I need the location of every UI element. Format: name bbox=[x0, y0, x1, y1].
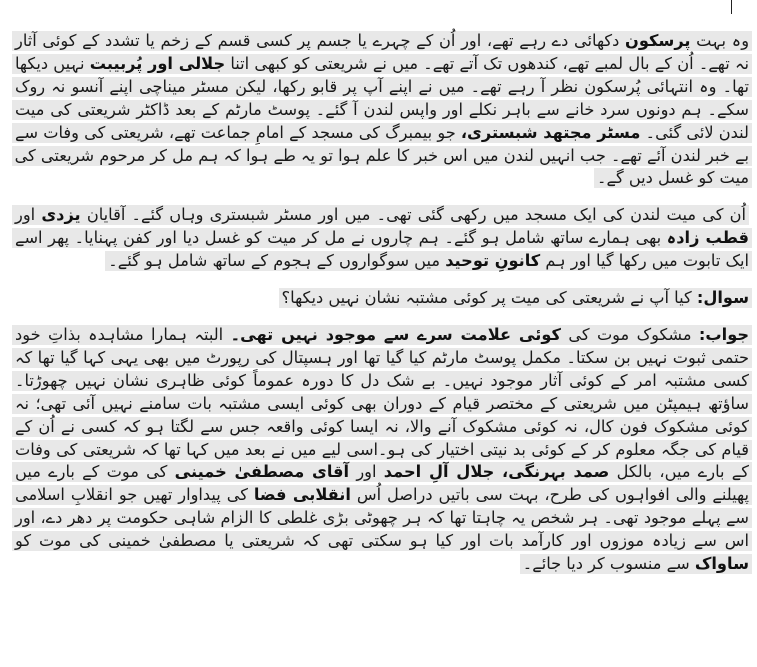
text-run: مشکوک موت کی bbox=[560, 324, 699, 344]
paragraph-question bbox=[12, 287, 752, 310]
bold-phrase: جلالی اور پُربیبت bbox=[89, 53, 226, 73]
bold-phrase: سوال: bbox=[696, 288, 749, 308]
text-run: البتہ ہمارا مشاہدہ بذاتِ خود حتمی ثبوت نہیں بن سکتا۔ مکمل پوسٹ مارٹم کیا گیا تھا اور ہسپتال کی رپورٹ میں بھی یہی کہا گیا تھا کہ کسی مشتبہ امر کے کوئی آثار موجود نہیں۔ بے شک دل کا دورہ عموماً کوئی ظاہری نشان نہیں چھوڑتا۔ ساؤتھ ہیمپٹن میں شریعتی کے مختصر قیام کے دوران بھی کوئی ایسی مشتبہ بات سامنے نہیں آئی تھی؛ نہ کوئی مشکوک فون کال، نہ کوئی مشکوک آنے والا، نہ ایسا کوئی واقعہ جس سے لگتا ہو کہ کسی نے اُن کے قیام کی جگہ معلوم کر کے کوئی بد نیتی اختیار کی ہو۔اسی لیے میں نے بعد میں کہا تھا کہ شریعتی کی وفات کے بارے میں، بالکل bbox=[15, 324, 749, 482]
highlighted-text bbox=[279, 288, 752, 308]
bold-phrase: ساواک bbox=[694, 554, 749, 574]
text-cursor bbox=[731, 0, 732, 14]
text-run: اور bbox=[15, 205, 42, 225]
paragraph-answer bbox=[12, 324, 752, 576]
bold-phrase: صمد بہرنگی، جلال آلِ احمد bbox=[383, 462, 610, 482]
bold-phrase: مسٹر مجتهد شبستری، bbox=[460, 122, 641, 142]
bold-phrase: کانونِ توحید bbox=[445, 251, 541, 271]
text-run: کی پیداوار تھیں جو انقلابِ اسلامی سے پہلے موجود تھی۔ ہر شخص یہ چاہتا تھا کہ ہر چھوٹی بڑی غلطی کا الزام شاہی حکومت پر دھر دے، اور اس سے زیادہ موزوں اور کارآمد بات اور کیا ہو سکتی تھی کہ شریعتی یا مصطفیٰ خمینی کی موت کو bbox=[15, 485, 749, 551]
highlighted-text bbox=[12, 325, 752, 574]
bold-phrase: پرسکون bbox=[625, 31, 691, 50]
bold-phrase: کوئی علامت سرے سے موجود نہیں تھی۔ bbox=[230, 324, 561, 344]
text-run: بھی ہمارے ساتھ شامل ہو گئے۔ ہم چاروں نے مل کر میت کو غسل دیا اور کفن پہنایا۔ پھر اسے ایک تابوت میں رکھا گیا اور ہم bbox=[15, 228, 749, 271]
paragraph-1 bbox=[12, 30, 752, 190]
text-run: جو بیمبرگ کی مسجد کے امامِ جماعت تھے، شریعتی کی وفات سے بے خبر لندن آئے تھے۔ جب انہیں لندن میں اس خبر کا علم ہوا تو یہ طے ہوا کہ ہم مل کر مرحوم شریعتی کی میت کو غسل دیں گے۔ bbox=[14, 122, 749, 188]
highlighted-text bbox=[12, 31, 752, 188]
bold-phrase: آقای مصطفیٰ خمینی bbox=[174, 462, 350, 482]
text-run: کیا آپ نے شریعتی کی میت پر کوئی مشتبہ نشان نہیں دیکھا؟ bbox=[281, 288, 697, 308]
bold-phrase: جواب: bbox=[698, 324, 750, 344]
text-run: اور bbox=[349, 462, 384, 482]
text-run: دکھائی دے رہے تھے، اور اُن کے چہرے یا جسم پر کسی قسم کے زخم یا تشدد کے کوئی آثار نہ تھے۔ اُن کے بال لمبے تھے، کندھوں تک آتے تھے۔ میں نے شریعتی کو کبھی اتنا bbox=[15, 31, 749, 73]
text-run: اُن کی میت لندن کی ایک مسجد میں رکھی گئی تھی۔ میں اور مسٹر شبستری وہاں گئے۔ آقایان bbox=[80, 205, 746, 225]
bold-phrase: انقلابی فضا bbox=[253, 485, 351, 505]
text-run: سے منسوب کر دیا جائے۔ bbox=[522, 554, 695, 574]
bold-phrase: قطب زادہ bbox=[666, 228, 749, 248]
bold-phrase: یزدی bbox=[41, 205, 81, 225]
highlighted-text bbox=[12, 205, 752, 271]
text-run: وہ بہت bbox=[690, 31, 750, 50]
text-run: میں سوگواروں کے ہجوم کے ساتھ شامل ہو گئے۔ bbox=[108, 251, 446, 271]
text-run: کی موت کے بارے میں پھیلنے والی افواہوں کی طرح، بہت سی باتیں دراصل اُس bbox=[15, 462, 749, 505]
paragraph-2 bbox=[12, 204, 752, 273]
text-run: نہیں دیکھا تھا۔ وہ انتہائی پُرسکون نظر آ رہے تھے۔ میں نے اپنے آپ پر قابو رکھا، لیکن مسٹر میناچی اپنے آنسو نہ روک سکے۔ ہم دونوں سرد خانے سے باہر نکلے اور واپس لندن آ گئے۔ پوسٹ مارٹم کے بعد ڈاکٹر شریعتی کی میت لندن لائی گئی۔ bbox=[15, 53, 749, 142]
document-body bbox=[12, 30, 752, 582]
